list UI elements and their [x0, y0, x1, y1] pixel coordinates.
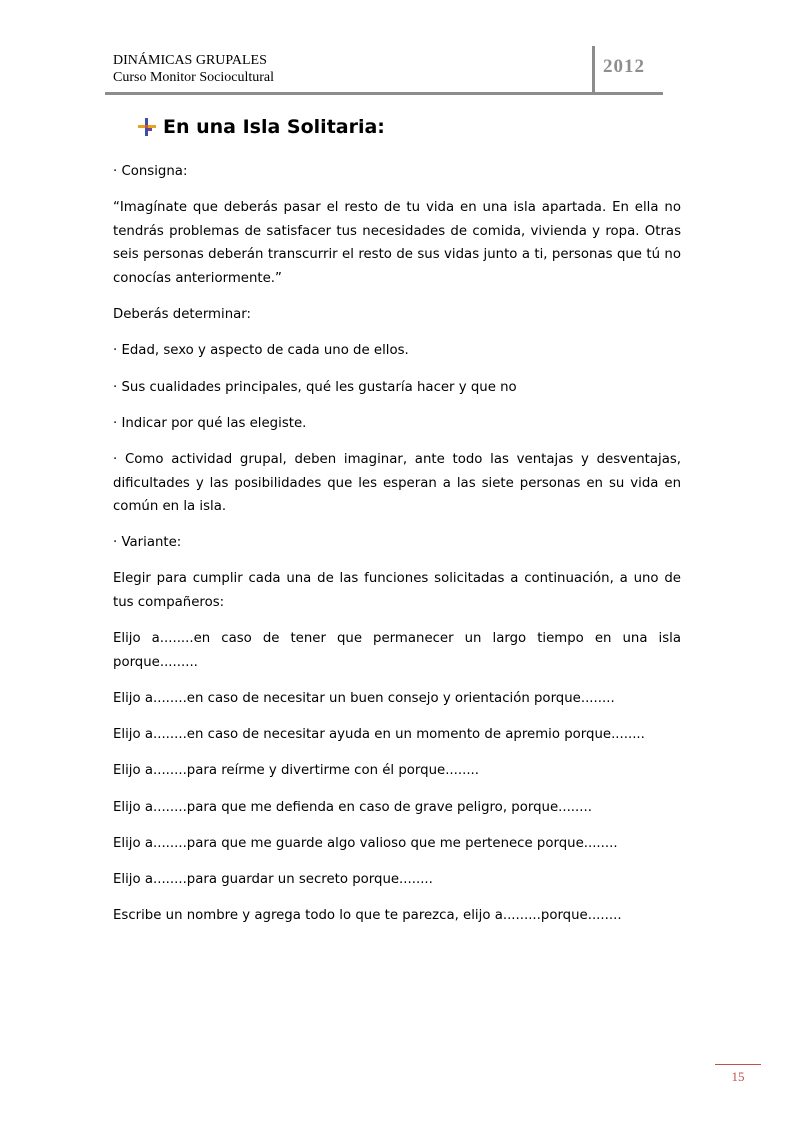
paragraph-determine: Deberás determinar: [113, 307, 251, 323]
header-year: 2012 [603, 56, 645, 77]
header-course-title: DINÁMICAS GRUPALES [113, 53, 267, 68]
header-text [113, 52, 274, 86]
choice-line: Elijo a........en caso de necesitar un buen consejo y orientación porque........ [113, 691, 615, 707]
header-vertical-divider [592, 46, 595, 93]
list-item: · Como actividad grupal, deben imaginar, ante todo las ventajas y desventajas, dificultades y las posibilidades que les esperan a las siete personas en su vida en común en la isla. [113, 451, 681, 515]
body-text [113, 160, 681, 940]
paragraph-consigna-label: · Consigna: [113, 164, 188, 179]
list-item: · Edad, sexo y aspecto de cada uno de ellos. [113, 343, 409, 359]
choice-line: Elijo a........para guardar un secreto porque........ [113, 871, 433, 887]
choice-line: Elijo a........en caso de necesitar ayuda en un momento de apremio porque........ [113, 727, 645, 743]
choice-line: Elijo a........para que me guarde algo valioso que me pertenece porque........ [113, 835, 618, 851]
footer-rule [715, 1064, 761, 1065]
choice-line: Elijo a........para reírme y divertirme con él porque........ [113, 763, 480, 779]
four-color-cross-icon [137, 117, 157, 137]
paragraph-variante-text: Elegir para cumplir cada una de las funciones solicitadas a continuación, a uno de tus compañeros: [113, 571, 681, 611]
list-item: · Sus cualidades principales, qué les gustaría hacer y que no [113, 379, 517, 395]
choice-line: Elijo a........para que me defienda en caso de grave peligro, porque........ [113, 799, 592, 815]
page-number: 15 [731, 1069, 745, 1084]
list-item: · Indicar por qué las elegiste. [113, 415, 307, 431]
page-title: En una Isla Solitaria: [163, 116, 385, 138]
choice-line: Escribe un nombre y agrega todo lo que te parezca, elijo a.........porque........ [113, 908, 622, 924]
paragraph-variante-label: · Variante: [113, 535, 182, 551]
header-rule [105, 92, 663, 95]
paragraph-instruction: “Imagínate que deberás pasar el resto de tu vida en una isla apartada. En ella no tendrás problemas de satisfacer tus necesidades de comida, vivienda y ropa. Otras seis personas deberán transcurrir el resto de sus vidas junto a ti, personas que tú no conocías anteriormente.” [113, 200, 681, 286]
section-heading [137, 116, 385, 138]
header-course-subtitle: Curso Monitor Sociocultural [113, 70, 274, 85]
choice-line: Elijo a........en caso de tener que permanecer un largo tiempo en una isla porque......... [113, 631, 681, 670]
